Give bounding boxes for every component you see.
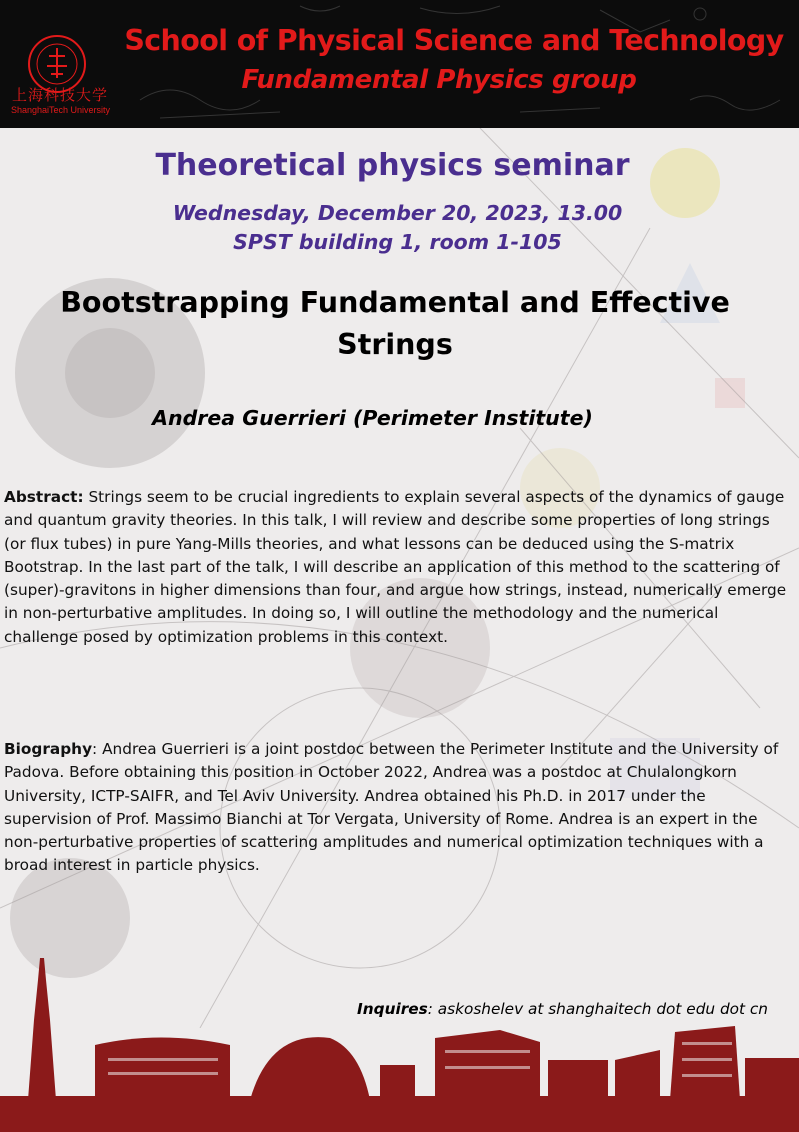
talk-title: Bootstrapping Fundamental and Effective Strings [60,286,730,361]
event-location: SPST building 1, room 1-105 [233,230,562,254]
speaker-name: Andrea Guerrieri (Perimeter Institute) [152,406,593,430]
biography-separator: : [92,740,98,758]
abstract-paragraph [4,486,796,649]
biography-paragraph [4,738,796,878]
biography-label: Biography [4,740,93,758]
university-name-chinese: 上海科技大学 [12,86,109,104]
seminar-series-title: Theoretical physics seminar [155,148,630,183]
school-name: School of Physical Science and Technology [124,24,784,57]
inquires-contact: : askoshelev at shanghaitech dot edu dot cn [427,1000,768,1018]
abstract-text: Strings seem to be crucial ingredients to explain several aspects of the dynamics of gauge and quantum gravity theories. In this talk, I will review and describe some properties of long strings (or flux tubes) in pure Yang-Mills theories, and what lessons can be deduced using the S-matrix Bootstrap. In the last part of the talk, I will describe an application of this method to the scattering of (super)-gravitons in higher dimensions than four, and argue how strings, instead, numerically emerge in non-perturbative amplitudes. In doing so, I will outline the methodology and the numerical challenge posed by optimization problems in this context. [4,488,787,646]
header-banner [0,0,799,128]
inquires-label: Inquires [357,1000,428,1018]
biography-text: Andrea Guerrieri is a joint postdoc between the Perimeter Institute and the University of Padova. Before obtaining this position in October 2022, Andrea was a postdoc at Chulalongkorn University, ICTP-SAIFR, and Tel Aviv University. Andrea obtained his Ph.D. in 2017 under the supervision of Prof. Massimo Bianchi at Tor Vergata, University of Rome. Andrea is an expert in the non-perturbative properties of scattering amplitudes and numerical optimization techniques with a broad interest in particle physics. [4,740,779,875]
event-date-time: Wednesday, December 20, 2023, 13.00 [172,201,623,225]
group-name: Fundamental Physics group [241,65,637,95]
campus-skyline-illustration [0,950,799,1132]
abstract-label: Abstract [4,488,78,506]
abstract-separator: : [77,488,84,506]
event-when-where [0,199,795,257]
university-name-english: ShanghaiTech University [11,105,111,115]
